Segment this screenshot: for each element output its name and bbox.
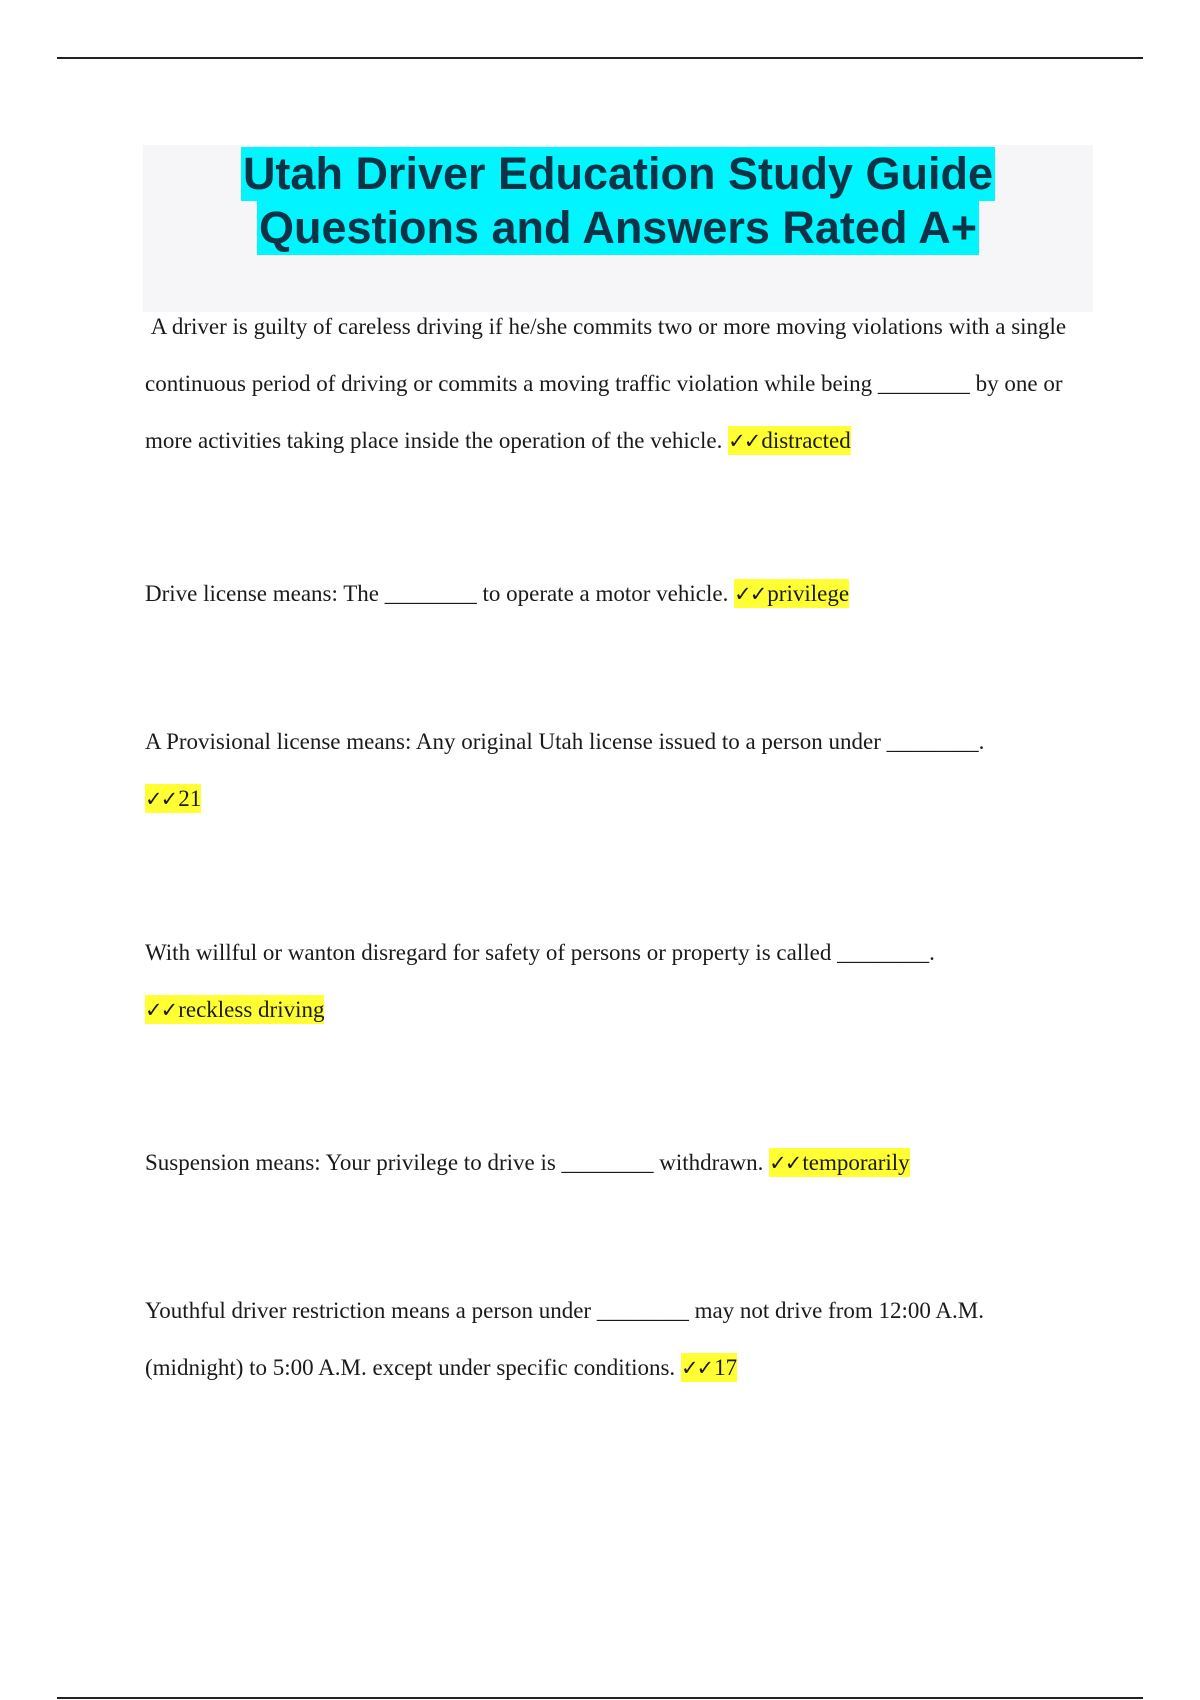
title-line-1: Utah Driver Education Study Guide (242, 148, 994, 199)
answer-text: privilege (767, 581, 850, 606)
question-text: Drive license means: The ________ to operate a motor vehicle. (145, 581, 729, 606)
qa-item (145, 1282, 1085, 1397)
check-mark-icon: ✓✓ (145, 998, 177, 1022)
check-mark-icon: ✓✓ (145, 787, 177, 811)
check-mark-icon: ✓✓ (769, 1151, 801, 1175)
check-mark-icon: ✓✓ (728, 429, 760, 453)
answer-highlight (734, 579, 849, 608)
question-text: Youthful driver restriction means a person under ________ may not drive from 12:00 A.M. (midnight) to 5:00 A.M. except under specific conditions. (145, 1298, 984, 1380)
qa-item (145, 1134, 1085, 1192)
answer-highlight (769, 1148, 910, 1177)
question-text: With willful or wanton disregard for safety of persons or property is called ________. (145, 940, 935, 965)
check-mark-icon: ✓✓ (734, 582, 766, 606)
qa-item (145, 565, 1085, 623)
answer-highlight (728, 426, 851, 455)
top-divider (57, 57, 1143, 59)
answer-text: 21 (178, 786, 202, 811)
question-text: Suspension means: Your privilege to drive is ________ withdrawn. (145, 1150, 764, 1175)
answer-highlight (681, 1353, 737, 1382)
answer-text: distracted (761, 428, 851, 453)
document-title (143, 145, 1093, 312)
answer-text: 17 (714, 1355, 738, 1380)
question-text: A driver is guilty of careless driving if he/she commits two or more moving violations with a single continuous period of driving or commits a moving traffic violation while being ________ by one or more activities taking place inside the operation of the vehicle. (145, 314, 1067, 453)
qa-item (145, 713, 1085, 828)
qa-item (145, 924, 1085, 1039)
answer-highlight (145, 784, 201, 813)
answer-highlight (145, 995, 324, 1024)
qa-item (145, 298, 1085, 470)
title-line-2: Questions and Answers Rated A+ (258, 202, 978, 253)
check-mark-icon: ✓✓ (680, 1356, 713, 1380)
answer-text: temporarily (802, 1150, 910, 1175)
question-text: A Provisional license means: Any original Utah license issued to a person under ________. (145, 729, 985, 754)
answer-text: reckless driving (178, 997, 325, 1022)
bottom-divider (57, 1697, 1143, 1699)
